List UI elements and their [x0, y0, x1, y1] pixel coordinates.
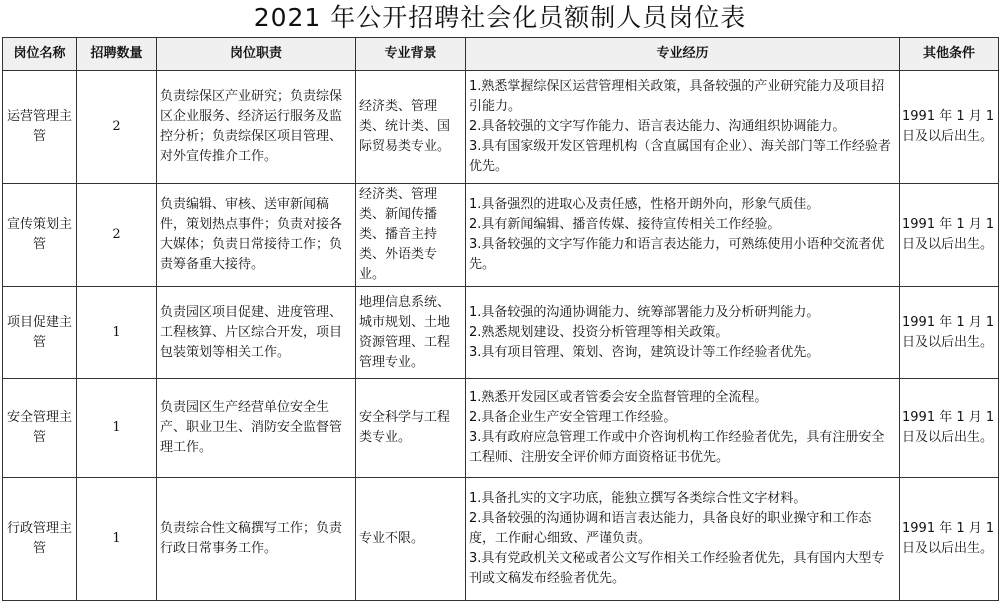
experience-item: 1.具备扎实的文字功底，能独立撰写各类综合性文字材料。	[469, 491, 807, 506]
other-conditions: 1991 年 1 月 1 日及以后出生。	[900, 478, 999, 601]
experience-item: 3.具备较强的文字写作能力和语言表达能力，可熟练使用小语种交流者优先。	[469, 237, 885, 272]
position-name: 项目促建主管	[3, 287, 77, 379]
hire-count: 1	[77, 379, 157, 478]
position-name: 运营管理主管	[3, 71, 77, 184]
experience-item: 1.具备较强的沟通协调能力、统筹部署能力及分析研判能力。	[469, 304, 820, 320]
experience-item: 1.熟悉掌握综保区运营管理相关政策，具备较强的产业研究能力及项目招引能力。	[469, 79, 885, 114]
background-cell: 专业不限。	[356, 478, 466, 601]
experience-item: 2.具有新闻编辑、播音传媒、接待宣传相关工作经验。	[469, 217, 781, 232]
other-conditions: 1991 年 1 月 1 日及以后出生。	[900, 287, 999, 379]
other-conditions: 1991 年 1 月 1 日及以后出生。	[900, 379, 999, 478]
table-header-row	[3, 38, 999, 71]
table-row	[3, 478, 999, 601]
header-duties: 岗位职责	[157, 38, 356, 71]
duties-cell: 负责综合性文稿撰写工作；负责行政日常事务工作。	[157, 478, 356, 601]
hire-count: 1	[77, 287, 157, 379]
other-conditions: 1991 年 1 月 1 日及以后出生。	[900, 71, 999, 184]
position-name: 行政管理主管	[3, 478, 77, 601]
other-conditions: 1991 年 1 月 1 日及以后出生。	[900, 184, 999, 287]
duties-cell: 负责园区生产经营单位安全生产、职业卫生、消防安全监督管理工作。	[157, 379, 356, 478]
background-cell: 安全科学与工程类专业。	[356, 379, 466, 478]
experience-item: 1.熟悉开发园区或者管委会安全监督管理的全流程。	[469, 390, 768, 405]
table-row	[3, 71, 999, 184]
background-cell: 经济类、管理类、新闻传播类、播音主持类、外语类专业。	[356, 184, 466, 287]
experience-cell	[466, 379, 900, 478]
duties-cell: 负责园区项目促建、进度管理、工程核算、片区综合开发，项目包装策划等相关工作。	[157, 287, 356, 379]
experience-item: 2.具备较强的沟通协调和语言表达能力，具备良好的职业操守和工作态度，工作耐心细致、严谨负责。	[469, 511, 872, 546]
table-row	[3, 287, 999, 379]
experience-item: 2.具备较强的文字写作能力、语言表达能力、沟通组织协调能力。	[469, 119, 846, 134]
experience-item: 1.具备强烈的进取心及责任感，性格开朗外向，形象气质佳。	[469, 197, 820, 212]
table-row	[3, 379, 999, 478]
experience-item: 2.具备企业生产安全管理工作经验。	[469, 410, 677, 425]
experience-cell	[466, 71, 900, 184]
header-other: 其他条件	[900, 38, 999, 71]
duties-cell: 负责综保区产业研究；负责综保区企业服务、经济运行服务及监控分析；负责综保区项目管理、对外宣传推介工作。	[157, 71, 356, 184]
background-cell: 经济类、管理类、统计类、国际贸易类专业。	[356, 71, 466, 184]
hire-count: 2	[77, 71, 157, 184]
experience-item: 3.具有项目管理、策划、咨询，建筑设计等工作经验者优先。	[469, 344, 820, 360]
experience-item: 3.具有党政机关文秘或者公文写作相关工作经验者优先，具有国内大型专刊或文稿发布经验者优先。	[469, 551, 885, 586]
header-background: 专业背景	[356, 38, 466, 71]
experience-item: 3.具有政府应急管理工作或中介咨询机构工作经验者优先，具有注册安全工程师、注册安全评价师方面资格证书优先。	[469, 430, 885, 465]
header-position: 岗位名称	[3, 38, 77, 71]
experience-item: 3.具有国家级开发区管理机构（含直属国有企业）、海关部门等工作经验者优先。	[469, 139, 891, 174]
position-table	[2, 37, 999, 601]
duties-cell: 负责编辑、审核、送审新闻稿件，策划热点事件；负责对接各大媒体；负责日常接待工作；负责筹备重大接待。	[157, 184, 356, 287]
page-title: 2021 年公开招聘社会化员额制人员岗位表	[253, 3, 747, 32]
table-row	[3, 184, 999, 287]
header-count: 招聘数量	[77, 38, 157, 71]
experience-item: 2.熟悉规划建设、投资分析管理等相关政策。	[469, 324, 729, 340]
hire-count: 2	[77, 184, 157, 287]
position-name: 安全管理主管	[3, 379, 77, 478]
experience-cell	[466, 287, 900, 379]
experience-cell	[466, 184, 900, 287]
hire-count: 1	[77, 478, 157, 601]
experience-cell	[466, 478, 900, 601]
position-name: 宣传策划主管	[3, 184, 77, 287]
background-cell: 地理信息系统、城市规划、土地资源管理、工程管理专业。	[356, 287, 466, 379]
header-experience: 专业经历	[466, 38, 900, 71]
